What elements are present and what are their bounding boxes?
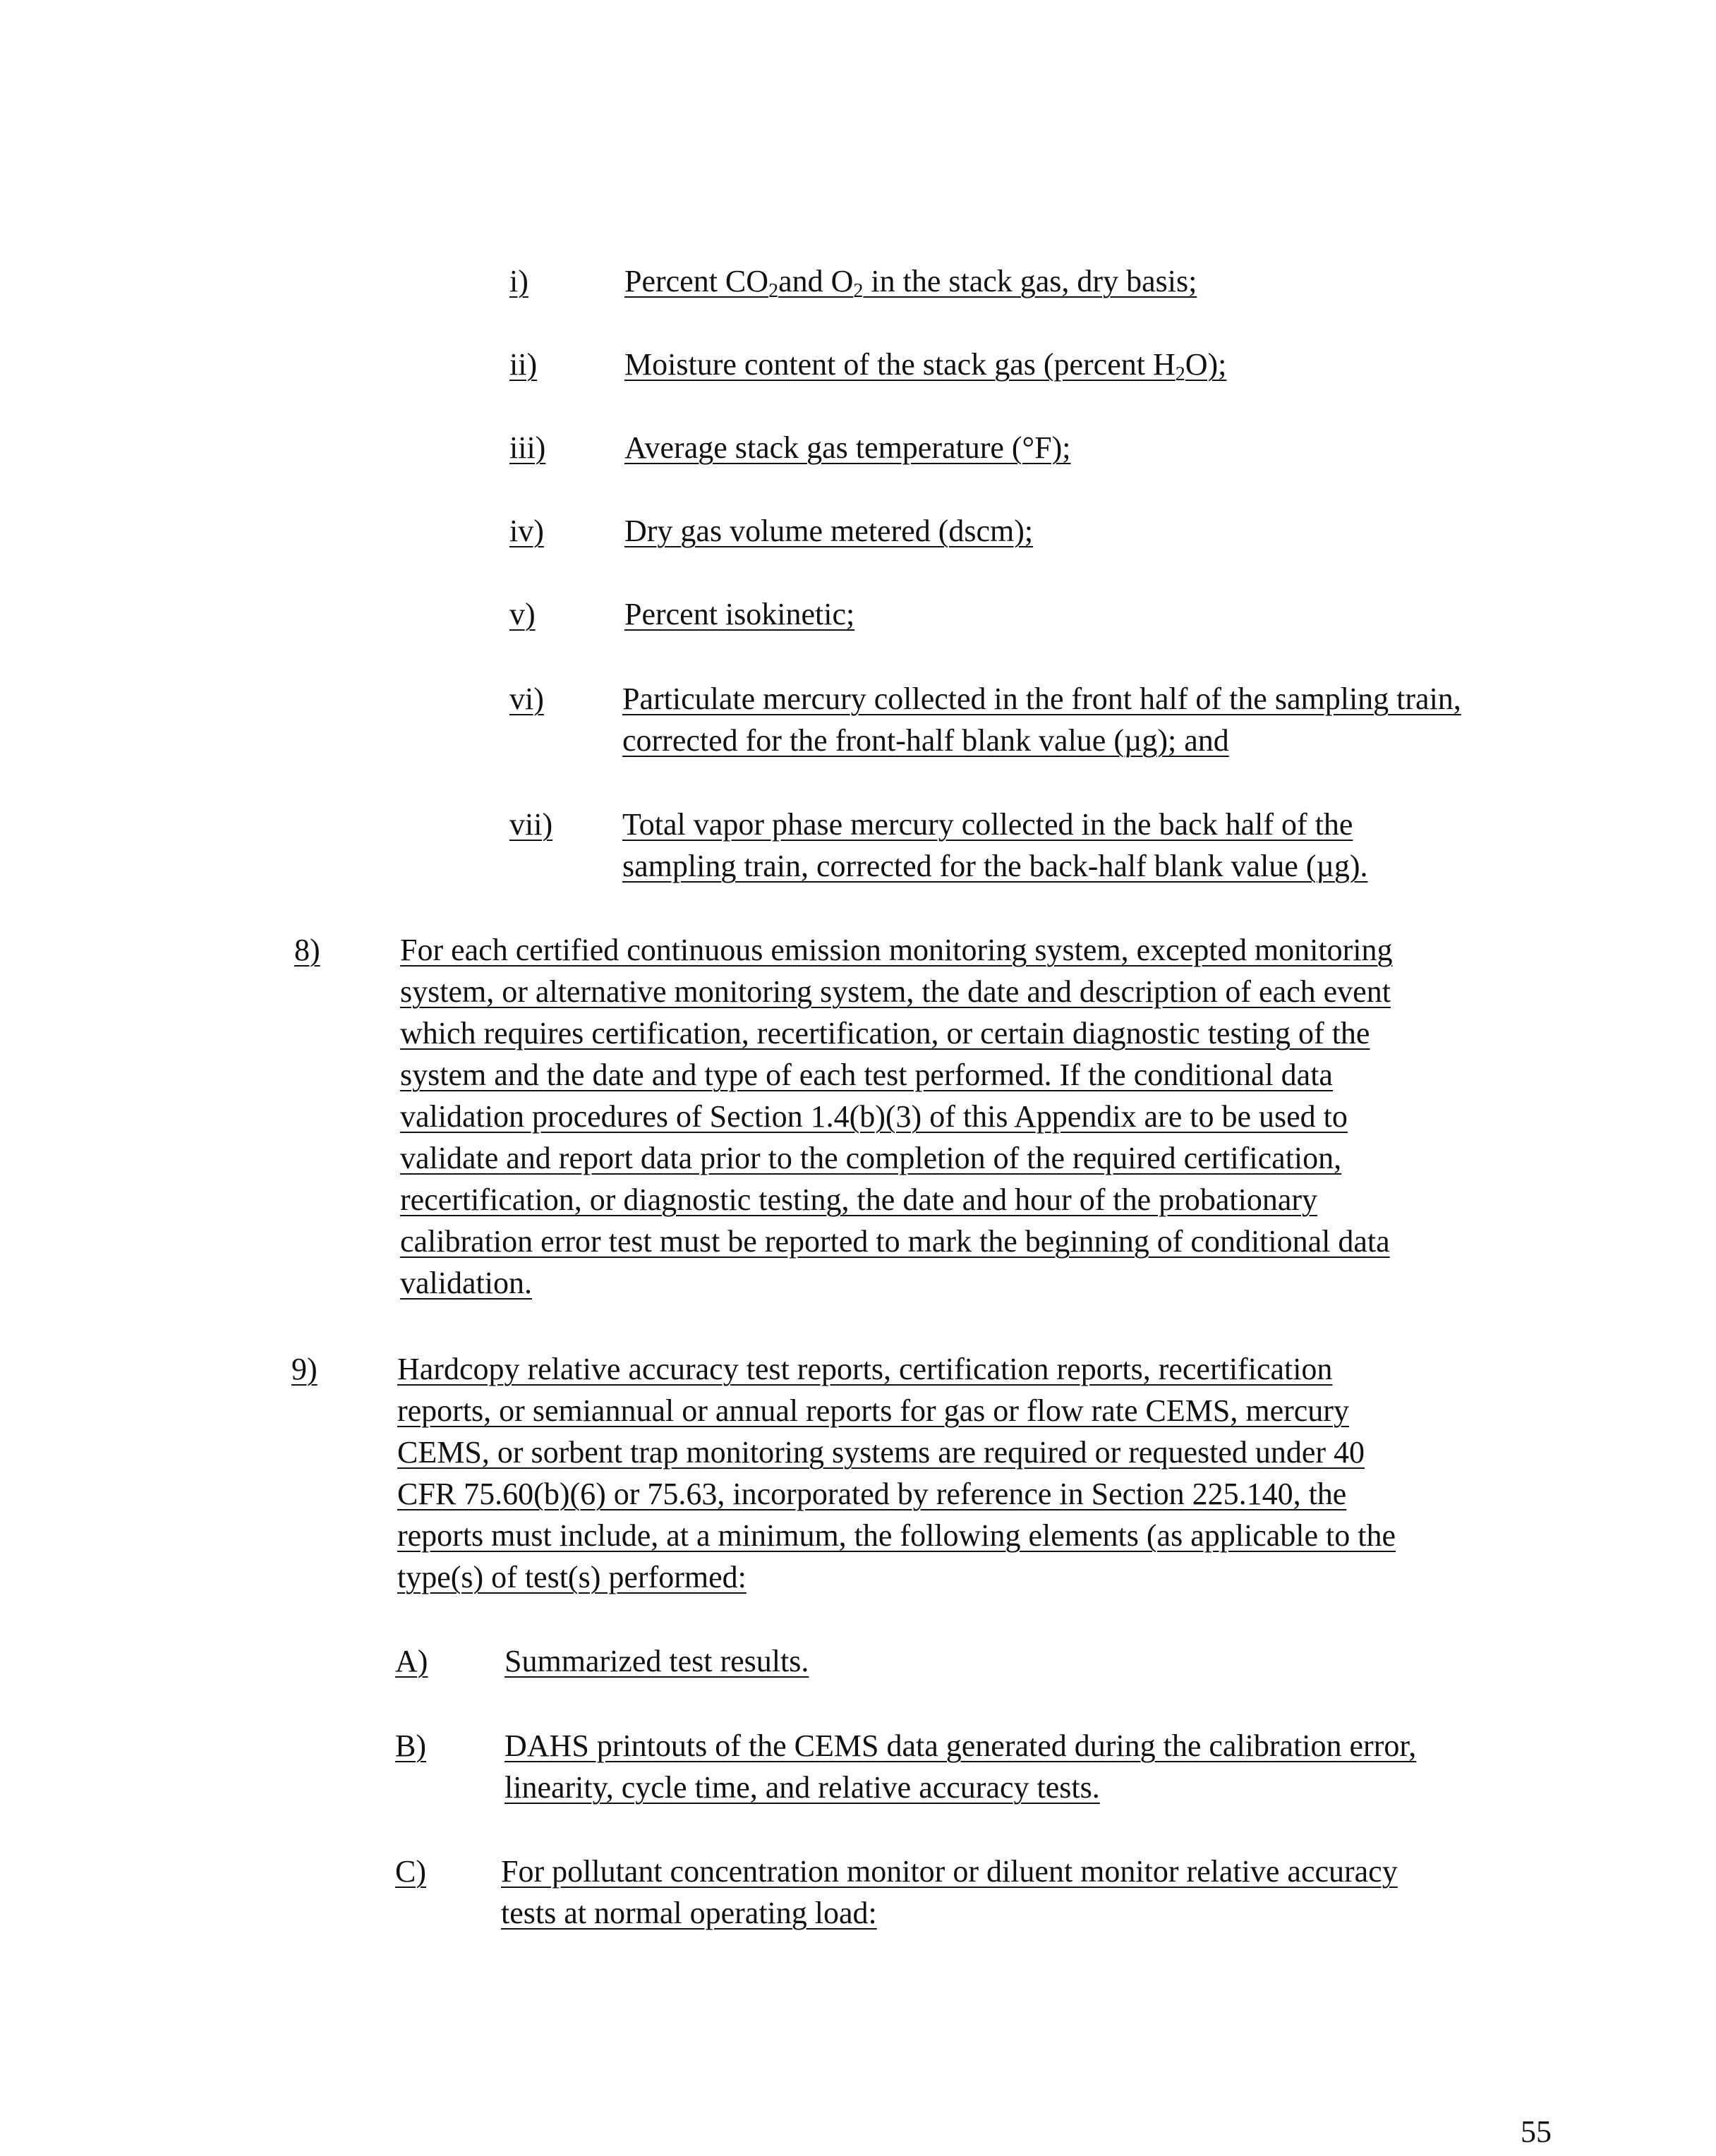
sub-item-i-line: Percent $CO_2and$ $O_2$ in the stack gas, dry basis; xyxy=(624,264,1197,302)
sub-item-vi-line-1: Particulate mercury collected in the front half of the sampling train, xyxy=(622,682,1461,716)
item-8-text xyxy=(400,929,1393,1304)
sub-item-i-label: i) xyxy=(509,264,528,298)
page-number: 55 xyxy=(1521,2114,1552,2149)
sub-item-v-text xyxy=(624,593,854,635)
sub-item-iv-label: iv) xyxy=(509,514,544,548)
item-8-line: For each certified continuous emission monitoring system, excepted monitoring xyxy=(400,933,1393,967)
item-B-text xyxy=(504,1725,1416,1808)
item-8-label: 8) xyxy=(294,933,320,967)
sub-item-vii-line-1: Total vapor phase mercury collected in the back half of the xyxy=(622,807,1353,842)
item-8-line: validation. xyxy=(400,1266,532,1300)
sub-item-ii-line: Moisture content of the stack gas (percent $H_2O$); xyxy=(624,347,1227,385)
item-B-line: linearity, cycle time, and relative accuracy tests. xyxy=(504,1770,1100,1805)
sub-item-iv-text xyxy=(624,510,1033,552)
sub-item-ii-label: ii) xyxy=(509,347,538,382)
sub-item-i xyxy=(509,260,1638,303)
sub-item-v-label: v) xyxy=(509,597,536,631)
item-9-line: CEMS, or sorbent trap monitoring systems are required or requested under 40 xyxy=(397,1435,1365,1470)
item-8-line: which requires certification, recertification, or certain diagnostic testing of the xyxy=(400,1016,1370,1050)
item-8-line: system and the date and type of each test performed. If the conditional data xyxy=(400,1058,1333,1092)
sub-item-vii-line-2: sampling train, corrected for the back-half blank value (µg). xyxy=(622,849,1368,883)
sub-item-vi-text xyxy=(622,678,1461,761)
item-9-line: reports, or semiannual or annual reports for gas or flow rate CEMS, mercury xyxy=(397,1393,1349,1428)
sub-item-iii-label: iii) xyxy=(509,430,546,465)
item-A-label: A) xyxy=(395,1644,428,1678)
item-8 xyxy=(294,929,1564,1310)
sub-item-v-line: Percent isokinetic; xyxy=(624,597,855,631)
item-C xyxy=(395,1851,1595,1935)
sub-item-iii-line: Average stack gas temperature (°F); xyxy=(624,430,1071,465)
sub-item-v xyxy=(509,593,1638,636)
item-9-line: Hardcopy relative accuracy test reports, certification reports, recertification xyxy=(397,1352,1333,1386)
item-9-line: type(s) of test(s) performed: xyxy=(397,1560,747,1594)
sub-item-iii-text xyxy=(624,427,1071,468)
sub-item-vii-text xyxy=(622,804,1367,887)
sub-item-iv xyxy=(509,510,1638,552)
sub-item-vii xyxy=(509,804,1638,888)
item-9-line: CFR 75.60(b)(6) or 75.63, incorporated by reference in Section 225.140, the xyxy=(397,1477,1347,1511)
sub-item-iii xyxy=(509,427,1638,469)
item-B-line: DAHS printouts of the CEMS data generated during the calibration error, xyxy=(504,1728,1417,1763)
item-A-text xyxy=(504,1640,809,1682)
item-8-line: validate and report data prior to the completion of the required certification, xyxy=(400,1141,1342,1175)
item-B-label: B) xyxy=(395,1728,426,1763)
item-8-line: calibration error test must be reported to mark the beginning of conditional data xyxy=(400,1224,1390,1259)
item-C-text xyxy=(501,1851,1398,1934)
item-8-line: recertification, or diagnostic testing, the date and hour of the probationary xyxy=(400,1182,1317,1217)
item-C-label: C) xyxy=(395,1854,426,1889)
sub-item-ii-text xyxy=(624,344,1226,385)
sub-item-vi xyxy=(509,678,1638,763)
sub-item-vii-label: vii) xyxy=(509,807,553,842)
item-A xyxy=(395,1640,1595,1683)
item-A-line: Summarized test results. xyxy=(504,1644,809,1678)
item-9-label: 9) xyxy=(291,1352,318,1386)
sub-item-i-text xyxy=(624,260,1197,302)
item-9-line: reports must include, at a minimum, the following elements (as applicable to the xyxy=(397,1518,1396,1553)
sub-item-vi-line-2: corrected for the front-half blank value (µg); and xyxy=(622,723,1229,758)
item-9-text xyxy=(397,1348,1396,1598)
sub-item-iv-line: Dry gas volume metered (dscm); xyxy=(624,514,1034,548)
item-8-line: validation procedures of Section 1.4(b)(3) of this Appendix are to be used to xyxy=(400,1099,1348,1134)
sub-item-vi-label: vi) xyxy=(509,682,544,716)
item-C-line: tests at normal operating load: xyxy=(501,1896,877,1930)
item-9 xyxy=(291,1348,1561,1602)
item-B xyxy=(395,1725,1595,1810)
sub-item-ii xyxy=(509,344,1638,386)
item-8-line: system, or alternative monitoring system, the date and description of each event xyxy=(400,974,1391,1009)
item-C-line: For pollutant concentration monitor or diluent monitor relative accuracy xyxy=(501,1854,1398,1889)
